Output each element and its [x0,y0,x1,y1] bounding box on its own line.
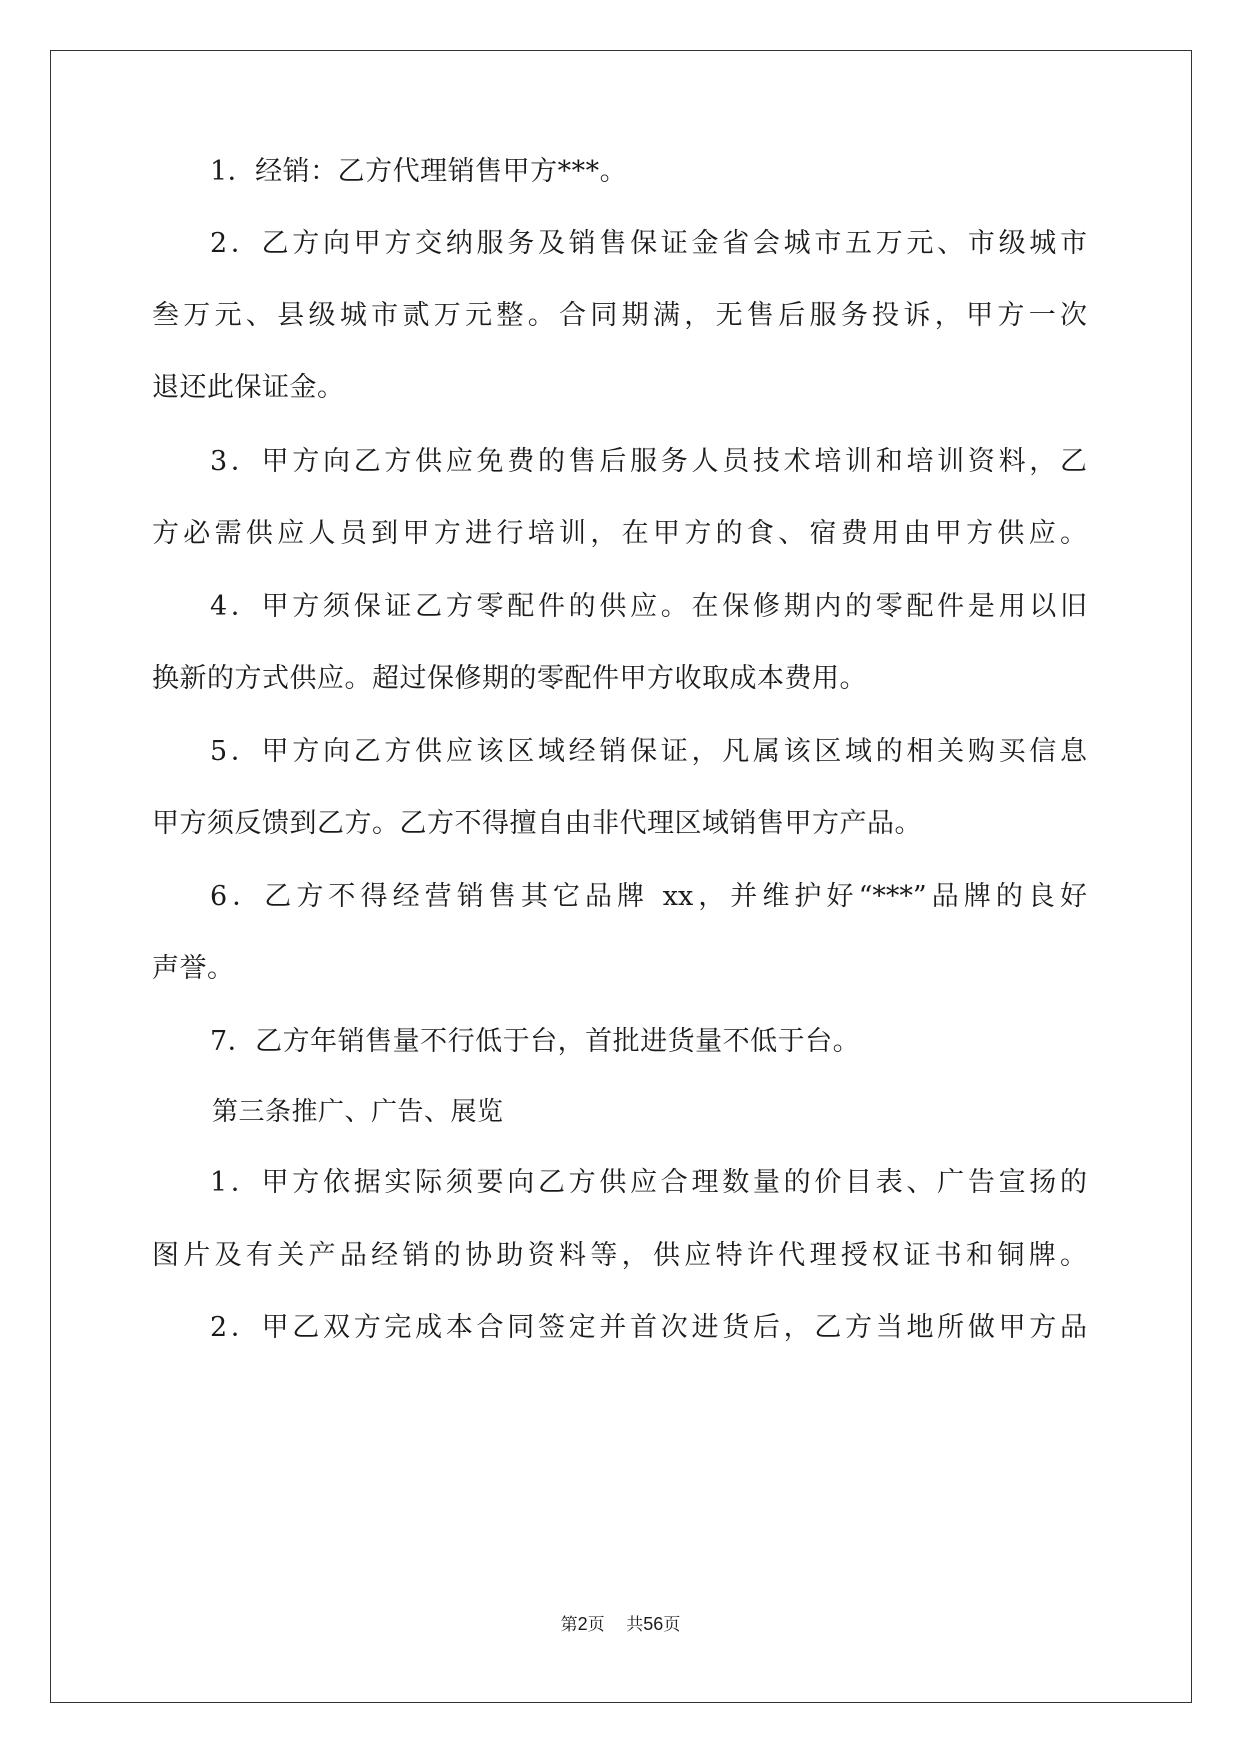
paragraph-line: 甲方须反馈到乙方。乙方不得擅自由非代理区域销售甲方产品。 [152,808,922,839]
paragraph-line: 2．乙方向甲方交纳服务及销售保证金省会城市五万元、市级城市 [210,228,1087,259]
paragraph-line: 5．甲方向乙方供应该区域经销保证，凡属该区域的相关购买信息 [210,736,1087,767]
footer-total-suffix: 页 [663,1615,681,1635]
paragraph-line: 方必需供应人员到甲方进行培训，在甲方的食、宿费用由甲方供应。 [152,518,1087,549]
paragraph-line: 4．甲方须保证乙方零配件的供应。在保修期内的零配件是用以旧 [210,591,1087,622]
paragraph-line: 7．乙方年销售量不行低于台，首批进货量不低于台。 [210,1026,861,1057]
paragraph-line: 叁万元、县级城市贰万元整。合同期满，无售后服务投诉，甲方一次 [152,300,1087,331]
paragraph-line: 声誉。 [152,953,235,984]
paragraph-line: 6．乙方不得经营销售其它品牌 xx，并维护好“***”品牌的良好 [210,881,1087,912]
paragraph-line: 1．经销：乙方代理销售甲方***。 [210,156,628,187]
page-footer [0,1613,1241,1636]
footer-prefix: 第 [560,1615,578,1635]
paragraph-line: 3．甲方向乙方供应免费的售后服务人员技术培训和培训资料，乙 [210,446,1087,477]
paragraph-line: 换新的方式供应。超过保修期的零配件甲方收取成本费用。 [152,663,867,694]
total-page-count: 56 [643,1614,664,1634]
paragraph-line: 图片及有关产品经销的协助资料等，供应特许代理授权证书和铜牌。 [152,1240,1087,1271]
section-heading: 第三条推广、广告、展览 [212,1097,504,1127]
paragraph-line: 2．甲乙双方完成本合同签定并首次进货后，乙方当地所做甲方品 [210,1312,1087,1343]
footer-total-prefix: 共 [626,1615,644,1635]
current-page-number: 2 [577,1614,588,1634]
page-border [50,50,1192,1703]
footer-page-suffix: 页 [587,1615,605,1635]
paragraph-line: 退还此保证金。 [152,372,345,403]
paragraph-line: 1．甲方依据实际须要向乙方供应合理数量的价目表、广告宣扬的 [210,1167,1087,1198]
